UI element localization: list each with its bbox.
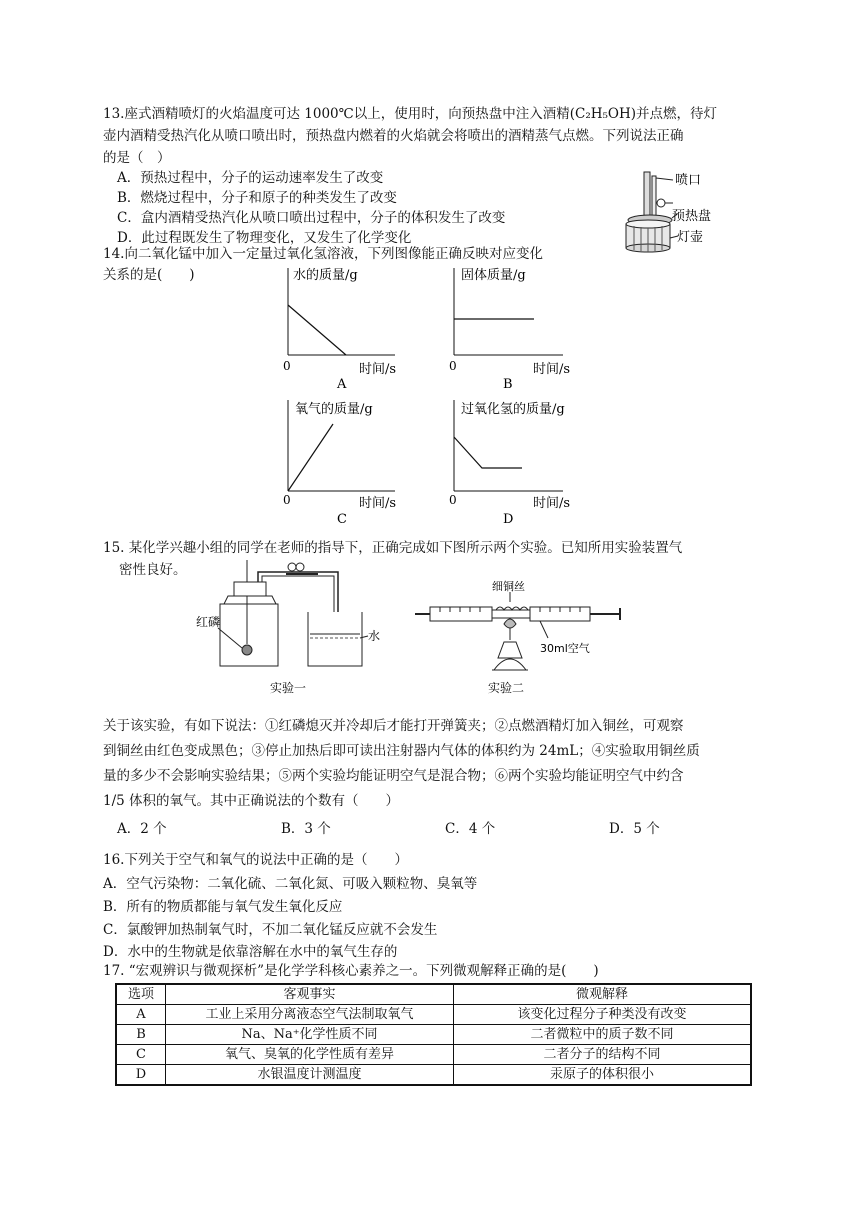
graph-d-line: [454, 437, 522, 468]
q13-option-b: B．燃烧过程中，分子和原子的种类发生了改变: [117, 190, 397, 206]
graph-c-origin: 0: [283, 493, 291, 507]
table-row: [116, 1065, 751, 1086]
q16-option-a: A．空气污染物：二氧化硫、二氧化氮、可吸入颗粒物、臭氧等: [103, 876, 478, 892]
row-a-fact: 工业上采用分离液态空气法制取氧气: [166, 1005, 454, 1025]
graph-c-ylabel: 氧气的质量/g: [295, 402, 373, 417]
q14-stem-line-1: 14.向二氧化锰中加入一定量过氧化氢溶液，下列图像能正确反映对应变化: [103, 246, 543, 262]
q15-option-b: B．3 个: [281, 821, 331, 837]
q13-stem-line-2: 壶内酒精受热汽化从喷口喷出时，预热盘内燃着的火焰就会将喷出的酒精蒸气点燃。下列说法正确: [103, 128, 684, 144]
experiment-one-figure: [190, 560, 390, 700]
q15-body-line-2: 到铜丝由红色变成黑色；③停止加热后即可读出注射器内气体的体积约为 24mL；④实验取用铜丝质: [103, 743, 700, 759]
row-a-explanation: 该变化过程分子种类没有改变: [454, 1005, 752, 1025]
table-header-row: [116, 984, 751, 1005]
graph-a-xlabel: 时间/s: [359, 362, 397, 377]
experiment-two-figure: [410, 580, 650, 698]
graph-a-line: [288, 305, 346, 355]
graph-d: [441, 396, 591, 526]
q15-option-c: C．4 个: [445, 821, 496, 837]
row-d-fact: 水银温度计测温度: [166, 1065, 454, 1086]
q15-option-d: D．5 个: [609, 821, 660, 837]
label-red-phosphorus: 红磷: [196, 615, 221, 629]
row-a-option: A: [116, 1005, 166, 1025]
q16-option-d: D．水中的生物就是依靠溶解在水中的氧气生存的: [103, 944, 398, 960]
graph-c: [275, 396, 415, 526]
q13-option-d: D．此过程既发生了物理变化，又发生了化学变化: [117, 230, 412, 246]
label-nozzle: 喷口: [675, 173, 702, 188]
graph-b-ylabel: 固体质量/g: [461, 268, 526, 283]
table-row: [116, 1025, 751, 1045]
label-lamp-pot: 灯壶: [677, 230, 704, 245]
experiment-two-caption: 实验二: [488, 681, 525, 695]
q16-option-c: C．氯酸钾加热制氧气时，不加二氧化锰反应就不会发生: [103, 922, 438, 938]
table-row: [116, 1005, 751, 1025]
graph-a: [275, 264, 415, 392]
graph-d-origin: 0: [449, 493, 457, 507]
graph-d-letter: D: [503, 512, 514, 526]
graph-b-origin: 0: [449, 359, 457, 373]
q17-stem: 17. “宏观辨识与微观探析”是化学学科核心素养之一。下列微观解释正确的是( ): [103, 963, 599, 979]
table-row: [116, 1045, 751, 1065]
q15-stem-line-1: 15. 某化学兴趣小组的同学在老师的指导下，正确完成如下图所示两个实验。已知所用实验装置气: [103, 540, 683, 556]
row-d-option: D: [116, 1065, 166, 1086]
q16-option-b: B．所有的物质都能与氧气发生氧化反应: [103, 899, 343, 915]
row-d-explanation: 汞原子的体积很小: [454, 1065, 752, 1086]
q14-stem-line-2: 关系的是( ): [103, 267, 195, 283]
graph-a-letter: A: [337, 377, 347, 392]
q13-option-c: C．盒内酒精受热汽化从喷口喷出过程中，分子的体积发生了改变: [117, 210, 506, 226]
row-b-fact: Na、Na⁺化学性质不同: [166, 1025, 454, 1045]
row-b-explanation: 二者微粒中的质子数不同: [454, 1025, 752, 1045]
q15-body-line-1: 关于该实验，有如下说法：①红磷熄灭并冷却后才能打开弹簧夹；②点燃酒精灯加入铜丝，可观察: [103, 718, 684, 734]
header-explanation: 微观解释: [454, 984, 752, 1005]
alcohol-burner-figure: [615, 166, 725, 258]
q15-stem-line-2: 密性良好。: [119, 562, 187, 578]
header-fact: 客观事实: [166, 984, 454, 1005]
graph-b-xlabel: 时间/s: [533, 362, 571, 377]
graph-d-ylabel: 过氧化氢的质量/g: [461, 402, 565, 417]
graph-c-line: [288, 424, 333, 491]
graph-c-xlabel: 时间/s: [359, 496, 397, 511]
graph-a-ylabel: 水的质量/g: [293, 268, 358, 283]
q17-table: [115, 983, 752, 1086]
label-water: 水: [368, 629, 381, 643]
q15-body-line-4: 1/5 体积的氧气。其中正确说法的个数有（ ）: [103, 793, 400, 809]
experiment-one-caption: 实验一: [270, 681, 307, 695]
q13-option-a: A．预热过程中，分子的运动速率发生了改变: [117, 170, 384, 186]
row-c-option: C: [116, 1045, 166, 1065]
graph-b: [441, 264, 586, 392]
q15-body-line-3: 量的多少不会影响实验结果；⑤两个实验均能证明空气是混合物；⑥两个实验均能证明空气中约含: [103, 768, 684, 784]
row-c-explanation: 二者分子的结构不同: [454, 1045, 752, 1065]
row-b-option: B: [116, 1025, 166, 1045]
graph-a-origin: 0: [283, 359, 291, 373]
label-preheat-tray: 预热盘: [672, 209, 712, 224]
graph-b-letter: B: [503, 377, 513, 392]
q13-stem-line-3: 的是（ ）: [103, 150, 171, 166]
graph-c-letter: C: [337, 512, 347, 526]
row-c-fact: 氧气、臭氧的化学性质有差异: [166, 1045, 454, 1065]
label-copper-wire: 细铜丝: [492, 580, 525, 593]
q13-stem-line-1: 13.座式酒精喷灯的火焰温度可达 1000℃以上，使用时，向预热盘中注入酒精(C₂H₅OH)并点燃，待灯: [103, 106, 718, 122]
header-option: 选项: [116, 984, 166, 1005]
q16-stem: 16.下列关于空气和氧气的说法中正确的是（ ）: [103, 852, 408, 868]
q15-option-a: A．2 个: [117, 821, 167, 837]
label-30ml-air: 30ml空气: [540, 642, 590, 655]
graph-d-xlabel: 时间/s: [533, 496, 571, 511]
